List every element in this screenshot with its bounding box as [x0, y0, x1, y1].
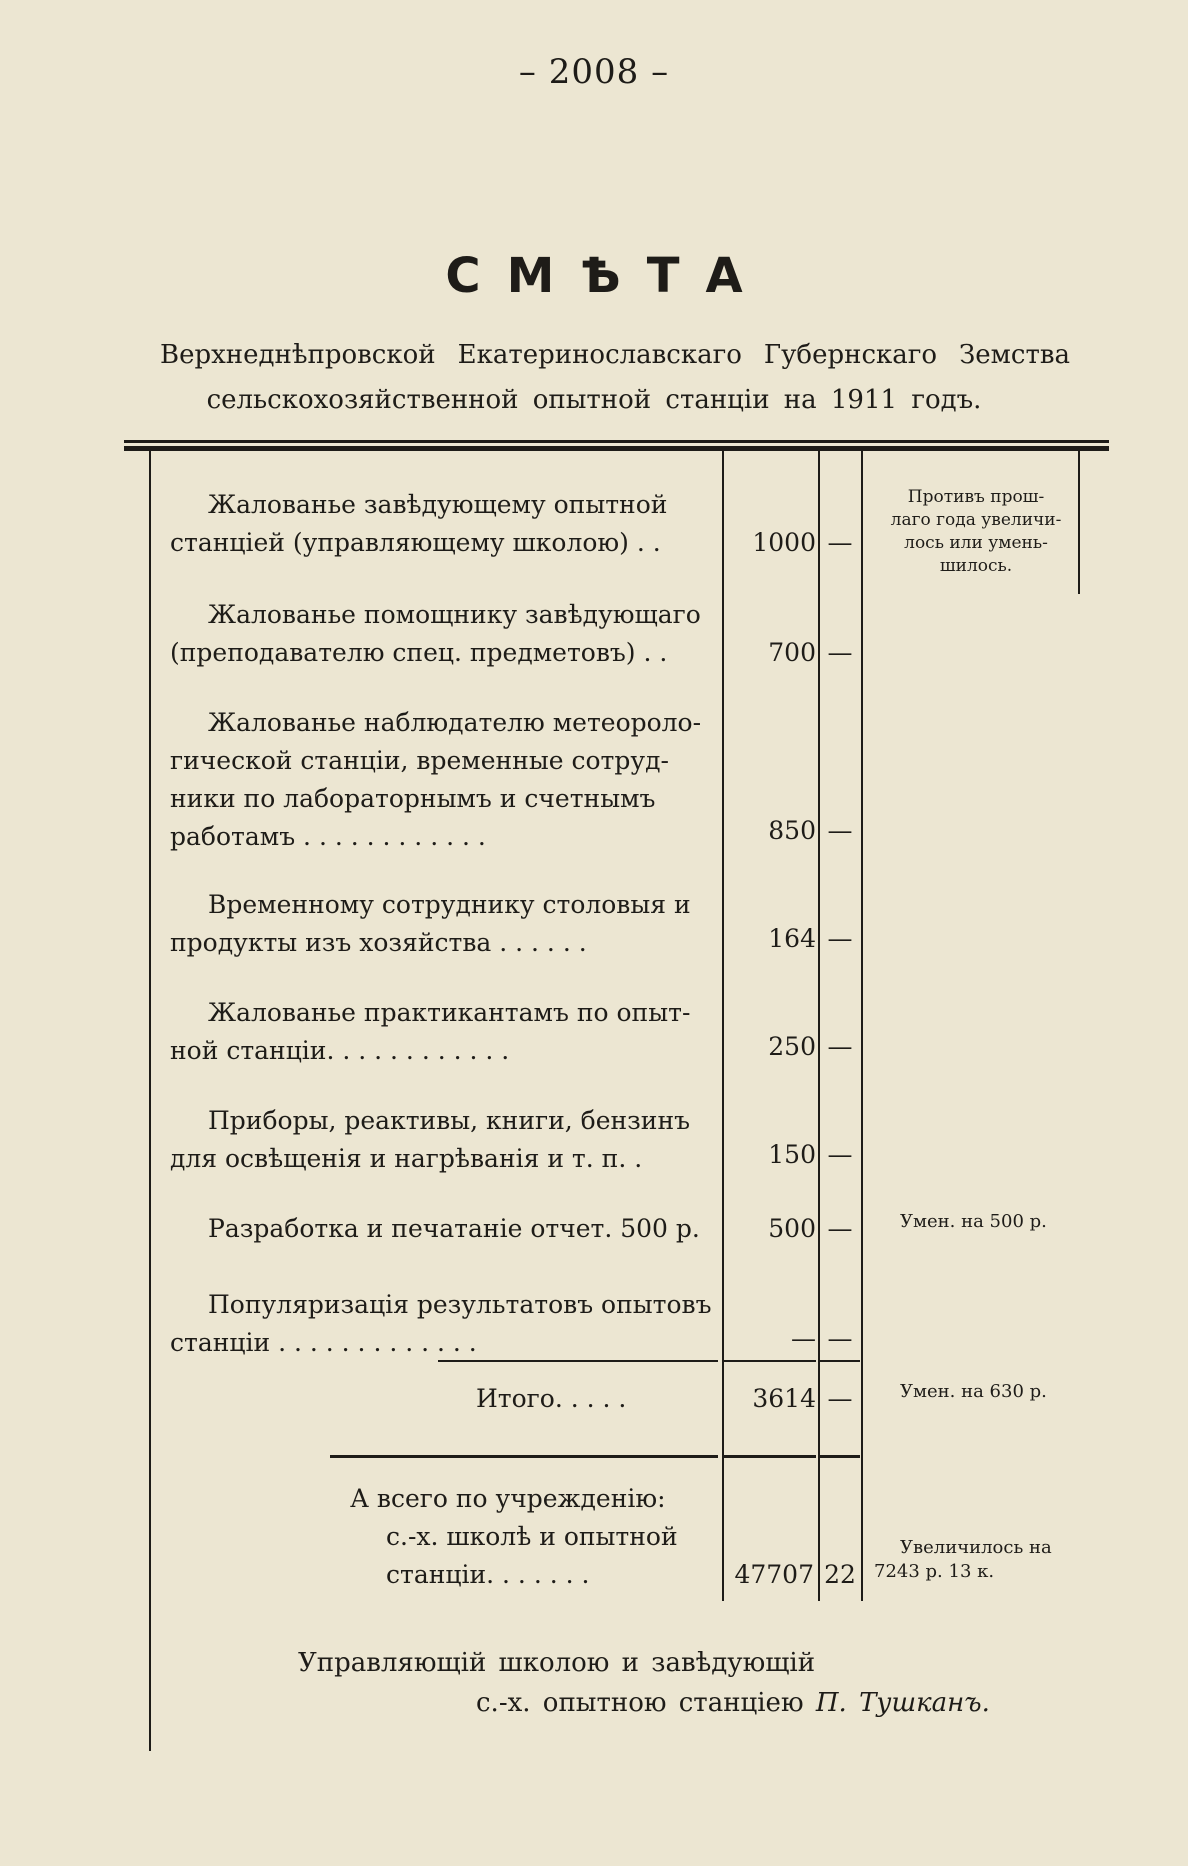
signature-line	[476, 1688, 990, 1718]
subtotal-rule	[438, 1360, 718, 1362]
item-text: Жалованье завѣдующему опытной	[208, 490, 668, 519]
item-kopecks: —	[827, 1324, 853, 1353]
subtotal-rule-kopecks	[820, 1360, 860, 1362]
grand-total-kopecks: 22	[824, 1560, 856, 1589]
item-amount: 250	[768, 1032, 816, 1061]
item-text: станціи . . . . . . . . . . . . .	[170, 1328, 477, 1357]
page-number: – 2008 –	[518, 52, 670, 92]
subtitle-line-1	[160, 340, 1070, 370]
grand-total-change-note: Увеличилось на 7243 р. 13 к.	[874, 1537, 1052, 1582]
item-text: (преподавателю спец. предметовъ) . .	[170, 638, 668, 667]
note-column-left-border	[861, 451, 863, 1601]
total-label: Итого. . . . .	[476, 1384, 627, 1413]
amount-column-left-border	[722, 451, 724, 1601]
table-left-border	[149, 451, 151, 1751]
subtotal-rule-amount	[724, 1360, 816, 1362]
subtitle-word: Екатеринославскаго	[457, 340, 742, 370]
item-kopecks: —	[827, 924, 853, 953]
budget-item	[170, 1102, 712, 1178]
item-amount: 1000	[752, 528, 816, 557]
total-amount: 3614	[752, 1384, 816, 1413]
subtitle-word: Земства	[959, 340, 1070, 370]
total-kopecks: —	[827, 1384, 853, 1413]
item-kopecks: —	[827, 528, 853, 557]
item-text: гической станціи, временные сотруд-	[170, 746, 669, 775]
item-text: продукты изъ хозяйства . . . . . .	[170, 928, 587, 957]
grand-total-row	[350, 1480, 712, 1594]
item-text: Жалованье практикантамъ по опыт-	[208, 998, 691, 1027]
item-amount: 850	[768, 816, 816, 845]
item-amount: 500	[768, 1214, 816, 1243]
item-amount: 150	[768, 1140, 816, 1169]
item-kopecks: —	[827, 1140, 853, 1169]
item-text: Жалованье наблюдателю метеороло-	[208, 708, 702, 737]
item-amount: —	[791, 1324, 816, 1353]
subtitle-word: Верхнеднѣпровской	[160, 340, 436, 370]
grand-total-text: с.-х. школѣ и опытной	[386, 1522, 678, 1551]
budget-item	[170, 1286, 712, 1362]
budget-item	[170, 596, 712, 672]
item-text: ники по лабораторнымъ и счетнымъ	[170, 784, 656, 813]
item-text: Жалованье помощнику завѣдующаго	[208, 600, 701, 629]
grand-total-rule	[330, 1455, 718, 1458]
budget-item	[170, 486, 712, 562]
signature-name: П. Тушканъ.	[815, 1688, 990, 1718]
signature-role: с.-х. опытною станціею	[476, 1688, 804, 1718]
item-text: работамъ . . . . . . . . . . . .	[170, 822, 486, 851]
subtitle-word: Губернскаго	[763, 340, 938, 370]
item-change-note: Умен. на 500 р.	[900, 1211, 1047, 1232]
signature-title: Управляющій школою и завѣдующій	[298, 1648, 816, 1678]
item-text: Разработка и печатаніе отчет. 500 р.	[208, 1214, 700, 1243]
budget-item	[170, 704, 712, 856]
budget-item	[170, 886, 712, 962]
item-kopecks: —	[827, 1214, 853, 1243]
subtitle-line-2: сельскохозяйственной опытной станціи на 1911 годъ.	[206, 385, 982, 415]
item-text: для освѣщенія и нагрѣванія и т. п. .	[170, 1144, 643, 1173]
total-change-note: Умен. на 630 р.	[900, 1381, 1047, 1402]
document-title: СМѢТА	[445, 248, 769, 304]
item-kopecks: —	[827, 816, 853, 845]
total-row	[476, 1380, 716, 1418]
item-text: Временному сотруднику столовыя и	[208, 890, 691, 919]
header-rule-bottom	[124, 446, 1109, 451]
budget-item	[170, 1210, 712, 1248]
item-amount: 164	[768, 924, 816, 953]
header-rule-top	[124, 440, 1109, 443]
column-header-note: Противъ прош- лаго года увеличи- лось или умень- шилось.	[890, 487, 1062, 576]
grand-total-rule-kopecks	[820, 1455, 860, 1458]
grand-total-amount: 47707	[734, 1560, 814, 1589]
budget-item	[170, 994, 712, 1070]
item-amount: 700	[768, 638, 816, 667]
item-kopecks: —	[827, 1032, 853, 1061]
grand-total-rule-amount	[724, 1455, 816, 1458]
grand-total-text: станціи. . . . . . .	[386, 1560, 590, 1589]
item-kopecks: —	[827, 638, 853, 667]
kopeck-column-left-border	[818, 451, 820, 1601]
item-text: Популяризація результатовъ опытовъ	[208, 1290, 712, 1319]
item-text: станціей (управляющему школою) . .	[170, 528, 661, 557]
grand-total-text: А всего по учрежденію:	[350, 1484, 666, 1513]
item-text: ной станціи. . . . . . . . . . . .	[170, 1036, 510, 1065]
item-text: Приборы, реактивы, книги, бензинъ	[208, 1106, 691, 1135]
